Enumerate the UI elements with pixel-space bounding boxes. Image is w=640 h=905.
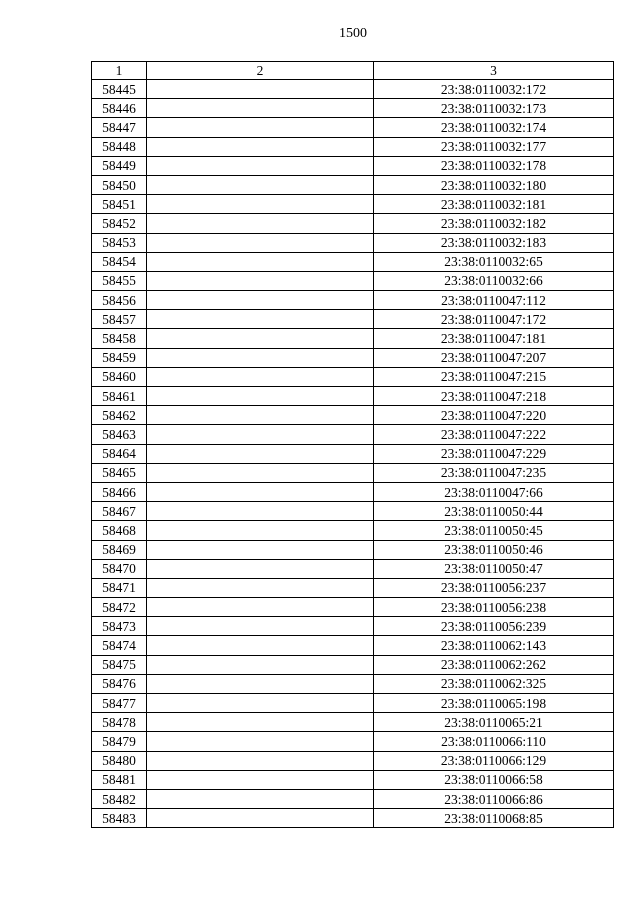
cell-row-number: 58476 (92, 674, 147, 693)
table-row (92, 118, 614, 137)
cell-cadastral-number: 23:38:0110032:182 (374, 214, 614, 233)
cell-column-2 (147, 617, 374, 636)
cell-column-2 (147, 425, 374, 444)
cell-cadastral-number: 23:38:0110068:85 (374, 809, 614, 828)
cell-cadastral-number: 23:38:0110065:21 (374, 713, 614, 732)
cell-row-number: 58478 (92, 713, 147, 732)
cell-row-number: 58463 (92, 425, 147, 444)
cell-column-2 (147, 271, 374, 290)
cell-column-2 (147, 195, 374, 214)
table-row (92, 636, 614, 655)
cell-cadastral-number: 23:38:0110047:215 (374, 367, 614, 386)
cell-column-2 (147, 137, 374, 156)
cell-cadastral-number: 23:38:0110050:46 (374, 540, 614, 559)
cell-cadastral-number: 23:38:0110062:143 (374, 636, 614, 655)
table-row (92, 387, 614, 406)
table-row (92, 578, 614, 597)
cell-row-number: 58475 (92, 655, 147, 674)
cell-cadastral-number: 23:38:0110050:47 (374, 559, 614, 578)
column-header-2: 2 (147, 62, 374, 80)
cell-row-number: 58449 (92, 156, 147, 175)
table-row (92, 789, 614, 808)
data-table (91, 61, 614, 828)
cell-row-number: 58465 (92, 463, 147, 482)
table-row (92, 617, 614, 636)
cell-row-number: 58461 (92, 387, 147, 406)
table-row (92, 655, 614, 674)
cell-column-2 (147, 694, 374, 713)
cell-row-number: 58448 (92, 137, 147, 156)
cell-cadastral-number: 23:38:0110056:237 (374, 578, 614, 597)
column-header-1: 1 (92, 62, 147, 80)
table-row (92, 99, 614, 118)
cell-cadastral-number: 23:38:0110066:129 (374, 751, 614, 770)
cell-row-number: 58477 (92, 694, 147, 713)
table-row (92, 175, 614, 194)
cell-row-number: 58473 (92, 617, 147, 636)
cell-row-number: 58470 (92, 559, 147, 578)
cell-column-2 (147, 713, 374, 732)
cell-row-number: 58453 (92, 233, 147, 252)
cell-row-number: 58452 (92, 214, 147, 233)
cell-cadastral-number: 23:38:0110032:172 (374, 80, 614, 99)
table-header-row (92, 62, 614, 80)
table-row (92, 770, 614, 789)
cell-row-number: 58467 (92, 502, 147, 521)
table-row (92, 809, 614, 828)
page-number: 1500 (339, 26, 367, 41)
cell-column-2 (147, 329, 374, 348)
cell-column-2 (147, 578, 374, 597)
cell-row-number: 58472 (92, 598, 147, 617)
cell-column-2 (147, 348, 374, 367)
table-row (92, 252, 614, 271)
cell-cadastral-number: 23:38:0110047:112 (374, 291, 614, 310)
table-row (92, 329, 614, 348)
cell-column-2 (147, 809, 374, 828)
cell-cadastral-number: 23:38:0110047:181 (374, 329, 614, 348)
table-row (92, 137, 614, 156)
cell-cadastral-number: 23:38:0110032:177 (374, 137, 614, 156)
cell-cadastral-number: 23:38:0110047:207 (374, 348, 614, 367)
cell-column-2 (147, 540, 374, 559)
cell-cadastral-number: 23:38:0110047:66 (374, 482, 614, 501)
cell-row-number: 58456 (92, 291, 147, 310)
cell-cadastral-number: 23:38:0110062:325 (374, 674, 614, 693)
cell-cadastral-number: 23:38:0110065:198 (374, 694, 614, 713)
cell-cadastral-number: 23:38:0110047:235 (374, 463, 614, 482)
cell-row-number: 58469 (92, 540, 147, 559)
cell-column-2 (147, 674, 374, 693)
cell-column-2 (147, 214, 374, 233)
table-row (92, 559, 614, 578)
table-row (92, 348, 614, 367)
table-row (92, 425, 614, 444)
cell-column-2 (147, 732, 374, 751)
cell-column-2 (147, 367, 374, 386)
cell-row-number: 58447 (92, 118, 147, 137)
cell-column-2 (147, 770, 374, 789)
cell-row-number: 58466 (92, 482, 147, 501)
cell-cadastral-number: 23:38:0110066:110 (374, 732, 614, 751)
table-row (92, 482, 614, 501)
cell-row-number: 58483 (92, 809, 147, 828)
cell-row-number: 58458 (92, 329, 147, 348)
cell-cadastral-number: 23:38:0110056:239 (374, 617, 614, 636)
table-row (92, 694, 614, 713)
cell-row-number: 58479 (92, 732, 147, 751)
cell-row-number: 58482 (92, 789, 147, 808)
cell-row-number: 58457 (92, 310, 147, 329)
table-row (92, 674, 614, 693)
cell-cadastral-number: 23:38:0110066:58 (374, 770, 614, 789)
table-row (92, 195, 614, 214)
cell-column-2 (147, 521, 374, 540)
table-row (92, 444, 614, 463)
cell-cadastral-number: 23:38:0110032:180 (374, 175, 614, 194)
table-row (92, 598, 614, 617)
cell-cadastral-number: 23:38:0110032:181 (374, 195, 614, 214)
cell-cadastral-number: 23:38:0110047:222 (374, 425, 614, 444)
table-row (92, 233, 614, 252)
cell-cadastral-number: 23:38:0110032:66 (374, 271, 614, 290)
cell-column-2 (147, 751, 374, 770)
cell-column-2 (147, 156, 374, 175)
table-row (92, 521, 614, 540)
cell-column-2 (147, 444, 374, 463)
cell-cadastral-number: 23:38:0110047:229 (374, 444, 614, 463)
cell-cadastral-number: 23:38:0110050:44 (374, 502, 614, 521)
cell-row-number: 58462 (92, 406, 147, 425)
table-row (92, 214, 614, 233)
cell-column-2 (147, 387, 374, 406)
cell-column-2 (147, 310, 374, 329)
cell-column-2 (147, 80, 374, 99)
cell-column-2 (147, 175, 374, 194)
cell-row-number: 58480 (92, 751, 147, 770)
table-body (92, 80, 614, 828)
cell-column-2 (147, 482, 374, 501)
cell-cadastral-number: 23:38:0110050:45 (374, 521, 614, 540)
cell-column-2 (147, 559, 374, 578)
cell-row-number: 58474 (92, 636, 147, 655)
cell-row-number: 58471 (92, 578, 147, 597)
table-row (92, 80, 614, 99)
cell-cadastral-number: 23:38:0110047:220 (374, 406, 614, 425)
cell-cadastral-number: 23:38:0110032:183 (374, 233, 614, 252)
cell-row-number: 58451 (92, 195, 147, 214)
cell-column-2 (147, 502, 374, 521)
cell-column-2 (147, 789, 374, 808)
cell-row-number: 58459 (92, 348, 147, 367)
cell-cadastral-number: 23:38:0110032:178 (374, 156, 614, 175)
cell-cadastral-number: 23:38:0110047:218 (374, 387, 614, 406)
cell-column-2 (147, 463, 374, 482)
cell-row-number: 58450 (92, 175, 147, 194)
cell-column-2 (147, 598, 374, 617)
cell-cadastral-number: 23:38:0110032:174 (374, 118, 614, 137)
table-row (92, 540, 614, 559)
table-row (92, 310, 614, 329)
table-row (92, 271, 614, 290)
cell-row-number: 58481 (92, 770, 147, 789)
cell-column-2 (147, 118, 374, 137)
cell-cadastral-number: 23:38:0110066:86 (374, 789, 614, 808)
cell-row-number: 58455 (92, 271, 147, 290)
cell-row-number: 58446 (92, 99, 147, 118)
cell-cadastral-number: 23:38:0110032:65 (374, 252, 614, 271)
cell-row-number: 58460 (92, 367, 147, 386)
cell-column-2 (147, 655, 374, 674)
cell-column-2 (147, 291, 374, 310)
table-header (92, 62, 614, 80)
table-row (92, 502, 614, 521)
cell-cadastral-number: 23:38:0110032:173 (374, 99, 614, 118)
table-row (92, 732, 614, 751)
table-row (92, 156, 614, 175)
table-row (92, 751, 614, 770)
cell-column-2 (147, 252, 374, 271)
table-row (92, 367, 614, 386)
cell-column-2 (147, 636, 374, 655)
cell-row-number: 58454 (92, 252, 147, 271)
column-header-3: 3 (374, 62, 614, 80)
cell-column-2 (147, 406, 374, 425)
table-row (92, 463, 614, 482)
cell-cadastral-number: 23:38:0110062:262 (374, 655, 614, 674)
cell-cadastral-number: 23:38:0110056:238 (374, 598, 614, 617)
cell-column-2 (147, 233, 374, 252)
cell-cadastral-number: 23:38:0110047:172 (374, 310, 614, 329)
table-row (92, 291, 614, 310)
cell-row-number: 58468 (92, 521, 147, 540)
table-row (92, 406, 614, 425)
table-row (92, 713, 614, 732)
cell-row-number: 58445 (92, 80, 147, 99)
cell-column-2 (147, 99, 374, 118)
cell-row-number: 58464 (92, 444, 147, 463)
